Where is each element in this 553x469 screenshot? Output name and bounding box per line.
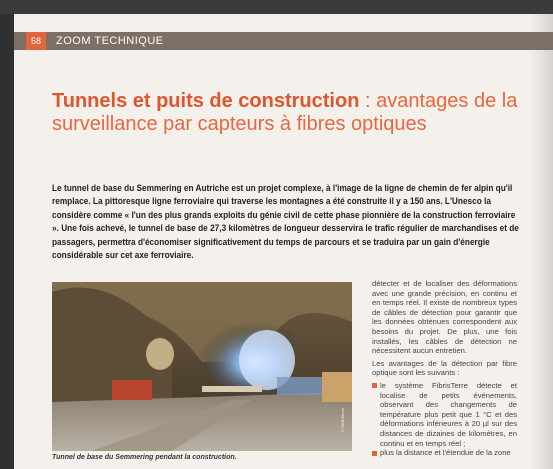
magazine-page <box>14 14 553 469</box>
list-item <box>372 448 517 458</box>
page-header <box>14 32 553 50</box>
page-number: 58 <box>26 32 46 50</box>
window-top-strip <box>0 0 553 14</box>
article-title <box>52 90 522 136</box>
bullet-text: plus la distance et l'étendue de la zone <box>380 448 511 458</box>
tunnel-photo <box>52 282 352 451</box>
article-title-rest: : avantages de la surveillance par capteurs à fibres optiques <box>52 90 518 135</box>
photo-caption: Tunnel de base du Semmering pendant la construction. <box>52 454 237 461</box>
list-item <box>372 381 517 448</box>
column-paragraph-2: Les avantages de la détection par fibre optique sont les suivants : <box>372 358 517 378</box>
article-lead: Le tunnel de base du Semmering en Autriche est un projet complexe, à l'image de la ligne de chemin de fer alpin qu'il remplace. La pittoresque ligne ferroviaire qui traverse les montagnes a été construite il y a 150 ans. L'Unesco la considère comme « l'un des plus grands exploits du génie civil de cette phase pionnière de la construction ferroviaire ». Une fois achevé, le tunnel de base de 27,3 kilomètres de longueur desservira le trafic régulier de marchandises et de passagers, permettra d'économiser significativement du temps de parcours et se traduira par un gain d'énergie considérable sur cet axe ferroviaire. <box>52 183 519 261</box>
article-title-bold: Tunnels et puits de construction <box>52 90 360 112</box>
article-column <box>372 279 517 458</box>
page-shade <box>529 14 553 469</box>
bullet-square-icon <box>372 383 377 388</box>
bullet-square-icon <box>372 451 377 456</box>
bullet-text: le système FibrisTerre détecte et localise de petits événements, observant des changements de température plus petit que 1 °C et des déformations inférieures à 20 µl sur des distances de dizaines de kilomètres, en continu et en temps réel ; <box>380 380 517 448</box>
column-paragraph-1: détecter et de localiser des déformations avec une grande précision, en continu et en temps réel. Il existe de nombreux types de câbles de détection pour garantir que les données obtenues correspondent aux besoins du projet. De plus, une fois installés, les câbles de détection ne nécessitent aucun entretien. <box>372 279 517 356</box>
photo-credit: © ÖBB/Ebner <box>340 407 345 432</box>
section-label: ZOOM TECHNIQUE <box>56 35 164 47</box>
